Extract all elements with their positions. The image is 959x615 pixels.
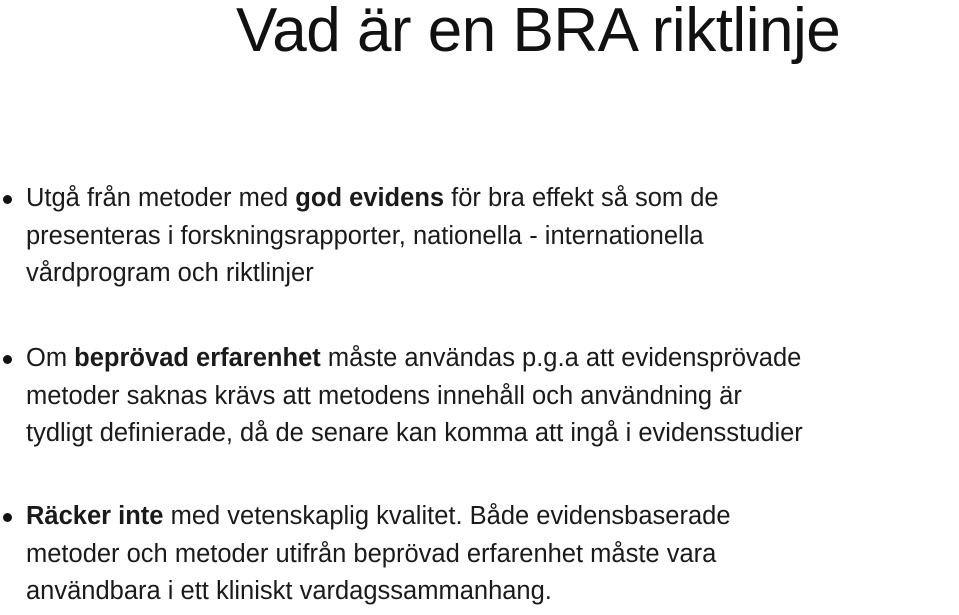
bullet-text: måste användas p.g.a att evidensprövade xyxy=(320,344,802,372)
bullet-line xyxy=(26,180,946,218)
bullet-line xyxy=(26,498,946,536)
bullet-emphasis: beprövad erfarenhet xyxy=(74,344,321,372)
bullet-line: tydligt definierade, då de senare kan komma att ingå i evidensstudier xyxy=(26,419,803,447)
bullet-emphasis: Räcker inte xyxy=(26,502,164,530)
bullet-text: Utgå från metoder med xyxy=(26,184,296,212)
bullet-item-usability xyxy=(26,498,946,611)
bullet-line: presenteras i forskningsrapporter, nationella - internationella xyxy=(26,221,704,250)
bullet-line xyxy=(26,340,946,378)
bullet-emphasis: god evidens xyxy=(295,184,445,212)
bullet-text: för bra effekt så som de xyxy=(444,184,719,212)
bullet-text: Om xyxy=(26,344,75,372)
bullet-line: användbara i ett kliniskt vardagssammanhang. xyxy=(26,577,552,605)
bullet-dot-icon xyxy=(3,195,12,204)
bullet-line: metoder saknas krävs att metodens innehåll och användning är xyxy=(26,381,742,410)
bullet-text: med vetenskaplig kvalitet. Både evidensbaserade xyxy=(163,502,731,530)
slide-title: Vad är en BRA riktlinje xyxy=(236,0,841,65)
bullet-line: vårdprogram och riktlinjer xyxy=(26,259,314,287)
bullet-line: metoder och metoder utifrån beprövad erfarenhet måste vara xyxy=(26,539,717,568)
bullet-item-evidence xyxy=(26,180,946,293)
bullet-dot-icon xyxy=(3,355,12,364)
bullet-item-experience xyxy=(26,340,946,453)
bullet-dot-icon xyxy=(3,513,12,522)
